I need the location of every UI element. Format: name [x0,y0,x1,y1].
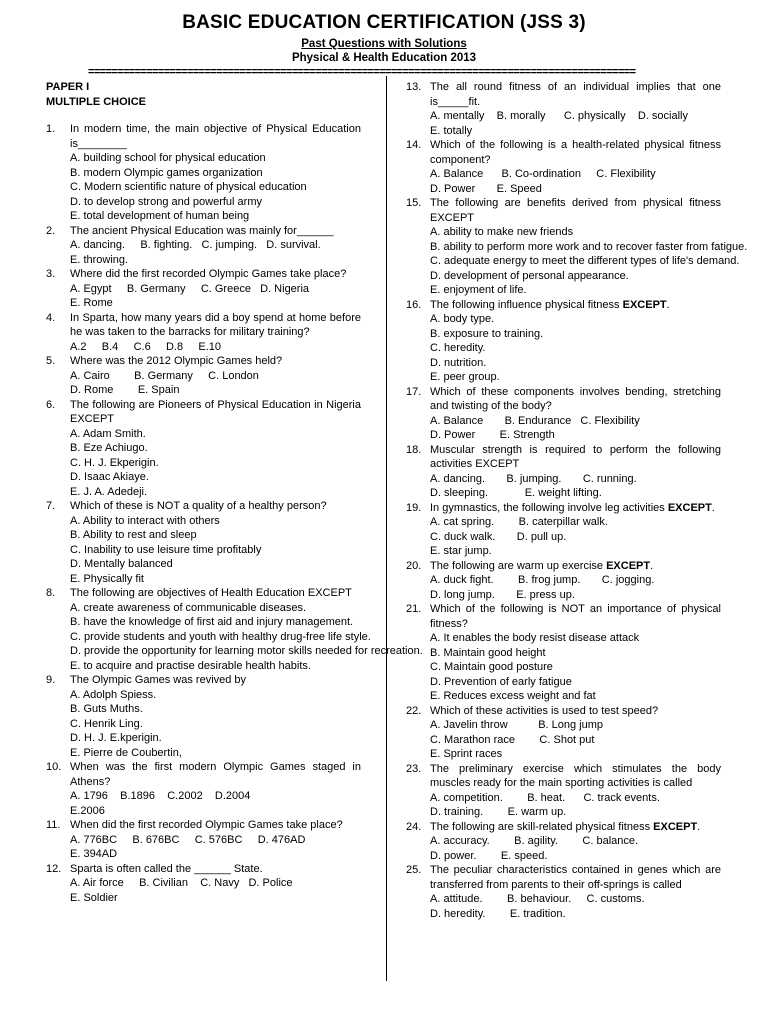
answer-option: E. Soldier [70,891,118,904]
answer-option: C. Maintain good posture [430,661,553,673]
question-stem: When was the first modern Olympic Games staged in Athens? [70,761,361,788]
answer-option: D. nutrition. [430,356,487,369]
question-stem: In modern time, the main objective of Physical Education is________ [70,123,361,150]
answer-option: E. J. A. Adedeji. [70,485,148,498]
question-item [406,443,721,501]
question-stem-row [406,501,721,516]
question-item [46,224,361,268]
answer-option: C. H. J. Ekperigin. [70,456,159,469]
question-stem: Which of these activities is used to test speed? [430,704,659,717]
question-number: 22. [406,704,422,717]
answer-option: A. Balance B. Co-ordination C. Flexibility [430,168,656,180]
question-item [46,862,361,906]
question-stem-row [406,385,721,414]
question-item [406,762,721,820]
answer-option: D. to develop strong and powerful army [70,195,262,208]
question-number: 14. [406,139,422,151]
question-number: 8. [46,587,56,599]
question-item [406,298,721,385]
question-number: 24. [406,820,422,833]
answer-option: A. mentally B. morally C. physically D. socially [430,110,688,122]
question-number: 21. [406,603,422,615]
question-number: 7. [46,500,56,512]
emphasis-except: EXCEPT [606,559,651,572]
answer-option: A. cat spring. B. caterpillar walk. [430,516,608,528]
answer-option: A. Egypt B. Germany C. Greece D. Nigeria [70,282,310,295]
question-item [406,602,721,704]
question-number: 16. [406,298,422,311]
question-stem-row [46,818,361,833]
answer-option: D. sleeping. E. weight lifting. [430,487,602,499]
question-item [406,704,721,762]
question-number: 2. [46,224,56,237]
answer-option: D. power. E. speed. [430,849,548,862]
question-stem-row [406,863,721,892]
question-number: 4. [46,311,56,324]
answer-option: B. have the knowledge of first aid and injury management. [70,616,354,628]
answer-option: D. long jump. E. press up. [430,588,575,601]
answer-option: C. adequate energy to meet the different types of life's demand. [430,255,740,267]
question-number: 1. [46,123,56,135]
answer-option: A. Adolph Spiess. [70,688,157,701]
answer-option: B. ability to perform more work and to recover faster from fatigue. [430,240,748,253]
answer-option: B. modern Olympic games organization [70,166,263,179]
question-item [46,499,361,586]
answer-option: A. Cairo B. Germany C. London [70,369,259,382]
paper-label: PAPER I [46,81,90,93]
question-number: 11. [46,819,61,831]
answer-option: A. accuracy. B. agility. C. balance. [430,835,639,847]
question-number: 5. [46,355,56,367]
answer-option: D. development of personal appearance. [430,269,629,282]
question-stem-row [406,138,721,167]
question-number: 15. [406,197,422,209]
question-stem-row [46,267,361,282]
answer-option: B. Maintain good height [430,646,546,659]
question-stem: The all round fitness of an individual implies that one is_____fit. [430,81,721,108]
question-stem: Which of these is NOT a quality of a healthy person? [70,500,327,512]
emphasis-except: EXCEPT [622,298,667,311]
answer-option: A. Balance B. Endurance C. Flexibility [430,414,640,427]
right-column [406,80,748,921]
answer-option: C. provide students and youth with healthy drug-free life style. [70,630,371,643]
question-stem: Which of the following is a health-related physical fitness component? [430,139,721,166]
question-stem-row [46,398,361,427]
answer-option: A. Ability to interact with others [70,514,220,527]
answer-option: A. create awareness of communicable diseases. [70,601,307,614]
answer-option: C. Inability to use leisure time profitably [70,543,262,556]
answer-option: A. body type. [430,313,495,325]
section-label: MULTIPLE CHOICE [46,95,147,108]
question-number: 25. [406,864,422,876]
question-stem: Where was the 2012 Olympic Games held? [70,355,283,367]
answer-option: D. provide the opportunity for learning motor skills needed for recreation. [70,645,423,657]
answer-option: B. Ability to rest and sleep [70,529,197,541]
question-stem: The following are benefits derived from physical fitness EXCEPT [430,197,721,224]
answer-option: E. total development of human being [70,210,250,222]
question-item [406,138,721,196]
answer-option: A. Adam Smith. [70,427,146,440]
question-number: 20. [406,559,422,572]
right-question-list [406,80,748,921]
question-number: 3. [46,268,56,280]
question-stem: The Olympic Games was revived by [70,674,247,686]
question-stem-row [406,559,721,574]
answer-option: A. Javelin throw B. Long jump [430,719,604,731]
question-item [406,80,721,138]
question-number: 10. [46,761,62,773]
question-item [46,760,361,818]
answer-option: E. throwing. [70,253,129,266]
question-stem-row [406,80,721,109]
question-stem: Which of the following is NOT an importance of physical fitness? [430,603,721,630]
question-stem-row [46,673,361,688]
answer-option: A. competition. B. heat. C. track events. [430,791,660,804]
emphasis-except: EXCEPT [653,820,698,833]
question-number: 6. [46,398,56,411]
question-stem-row [406,602,721,631]
page-subtitle: Past Questions with Solutions [301,38,467,50]
answer-option: A.2 B.4 C.6 D.8 E.10 [70,340,222,353]
question-stem: The following are warm up exercise EXCEPT. [430,559,654,572]
question-stem-row [46,224,361,239]
answer-option: C. Henrik Ling. [70,717,143,730]
question-item [406,559,721,603]
answer-option: A. dancing. B. fighting. C. jumping. D. survival. [70,239,321,251]
answer-option: D. Power E. Speed [430,182,542,195]
answer-option: A. dancing. B. jumping. C. running. [430,472,637,485]
question-stem: Which of these components involves bending, stretching and twisting of the body? [430,385,721,412]
answer-option: B. exposure to training. [430,327,544,340]
answer-option: E. Reduces excess weight and fat [430,690,596,702]
separator-rule: ============================================================================================== [88,66,636,78]
question-stem-row [46,354,361,369]
question-item [46,818,361,862]
answer-option: A. It enables the body resist disease attack [430,632,640,644]
answer-option: E. peer group. [430,371,500,383]
question-item [406,385,721,443]
question-stem: The following influence physical fitness EXCEPT. [430,298,670,311]
question-stem-row [406,820,721,835]
question-number: 23. [406,762,422,775]
question-stem: When did the first recorded Olympic Games take place? [70,819,343,831]
answer-option: E. 394AD [70,848,118,860]
answer-option: B. Guts Muths. [70,703,143,715]
answer-option: D. Power E. Strength [430,429,555,441]
answer-option: D. Isaac Akiaye. [70,471,149,483]
question-item [46,673,361,760]
question-item [406,863,721,921]
question-stem: Muscular strength is required to perform the following activities EXCEPT [430,443,721,470]
question-stem: The preliminary exercise which stimulates the body muscles ready for the main sporting activities is called [430,762,721,789]
question-stem: The following are skill-related physical fitness EXCEPT. [430,820,701,833]
question-stem: The ancient Physical Education was mainly for______ [70,224,334,237]
question-stem-row [46,862,361,877]
answer-option: A. duck fight. B. frog jump. C. jogging. [430,574,655,586]
question-stem-row [46,311,361,340]
question-stem: Where did the first recorded Olympic Games take place? [70,268,347,280]
answer-option: A. ability to make new friends [430,226,574,238]
answer-option: A. Air force B. Civilian C. Navy D. Police [70,877,293,889]
answer-option: C. Marathon race C. Shot put [430,733,595,746]
answer-option: C. Modern scientific nature of physical education [70,181,307,193]
answer-option: E. totally [430,124,473,137]
answer-option: E. Sprint races [430,748,503,760]
answer-option: D. H. J. E.kperigin. [70,732,162,744]
question-stem-row [46,122,361,151]
answer-option: B. Eze Achiugo. [70,442,148,454]
answer-option: A. 776BC B. 676BC C. 576BC D. 476AD [70,833,306,846]
answer-option: C. duck walk. D. pull up. [430,530,567,543]
question-number: 12. [46,862,62,875]
question-number: 13. [406,81,422,93]
question-stem: In gymnastics, the following involve leg activities EXCEPT. [430,501,715,514]
question-item [46,122,361,224]
question-stem-row [406,443,721,472]
question-number: 9. [46,674,56,686]
page-title: BASIC EDUCATION CERTIFICATION (JSS 3) [182,12,586,33]
answer-option: E. to acquire and practise desirable health habits. [70,659,311,672]
question-item [406,501,721,559]
answer-option: D. heredity. E. tradition. [430,907,566,920]
emphasis-except: EXCEPT [667,501,712,514]
question-stem-row [406,298,721,313]
question-stem: In Sparta, how many years did a boy spend at home before he was taken to the barracks for military training? [70,311,361,338]
answer-option: E. Pierre de Coubertin, [70,746,182,759]
answer-option: D. training. E. warm up. [430,806,567,818]
column-divider [386,76,387,981]
question-number: 18. [406,443,422,456]
question-stem-row [406,762,721,791]
question-item [46,398,361,500]
answer-option: C. heredity. [430,342,486,354]
question-stem-row [46,760,361,789]
question-item [406,820,721,864]
question-item [46,354,361,398]
question-stem: The peculiar characteristics contained in genes which are transferred from parents to their off-springs is called [430,864,721,891]
question-stem: The following are objectives of Health Education EXCEPT [70,587,352,599]
answer-option: E. Rome [70,297,113,309]
answer-option: E.2006 [70,804,105,817]
answer-option: E. star jump. [430,545,492,557]
question-stem-row [46,499,361,514]
question-item [406,196,748,298]
answer-option: D. Rome E. Spain [70,384,180,396]
question-item [46,311,361,355]
answer-option: D. Mentally balanced [70,558,173,570]
question-item [46,267,361,311]
question-stem: The following are Pioneers of Physical Education in Nigeria EXCEPT [70,398,361,425]
question-stem-row [406,704,721,719]
answer-option: E. enjoyment of life. [430,284,527,296]
subject-line: Physical & Health Education 2013 [291,52,477,64]
question-stem: Sparta is often called the ______ State. [70,862,263,875]
answer-option: A. attitude. B. behaviour. C. customs. [430,893,645,905]
answer-option: A. 1796 B.1896 C.2002 D.2004 [70,790,251,802]
question-number: 19. [406,501,422,514]
answer-option: A. building school for physical education [70,152,266,164]
question-stem-row [46,586,361,601]
answer-option: D. Prevention of early fatigue [430,675,572,688]
question-stem-row [406,196,721,225]
answer-option: E. Physically fit [70,572,144,585]
question-number: 17. [406,385,422,398]
